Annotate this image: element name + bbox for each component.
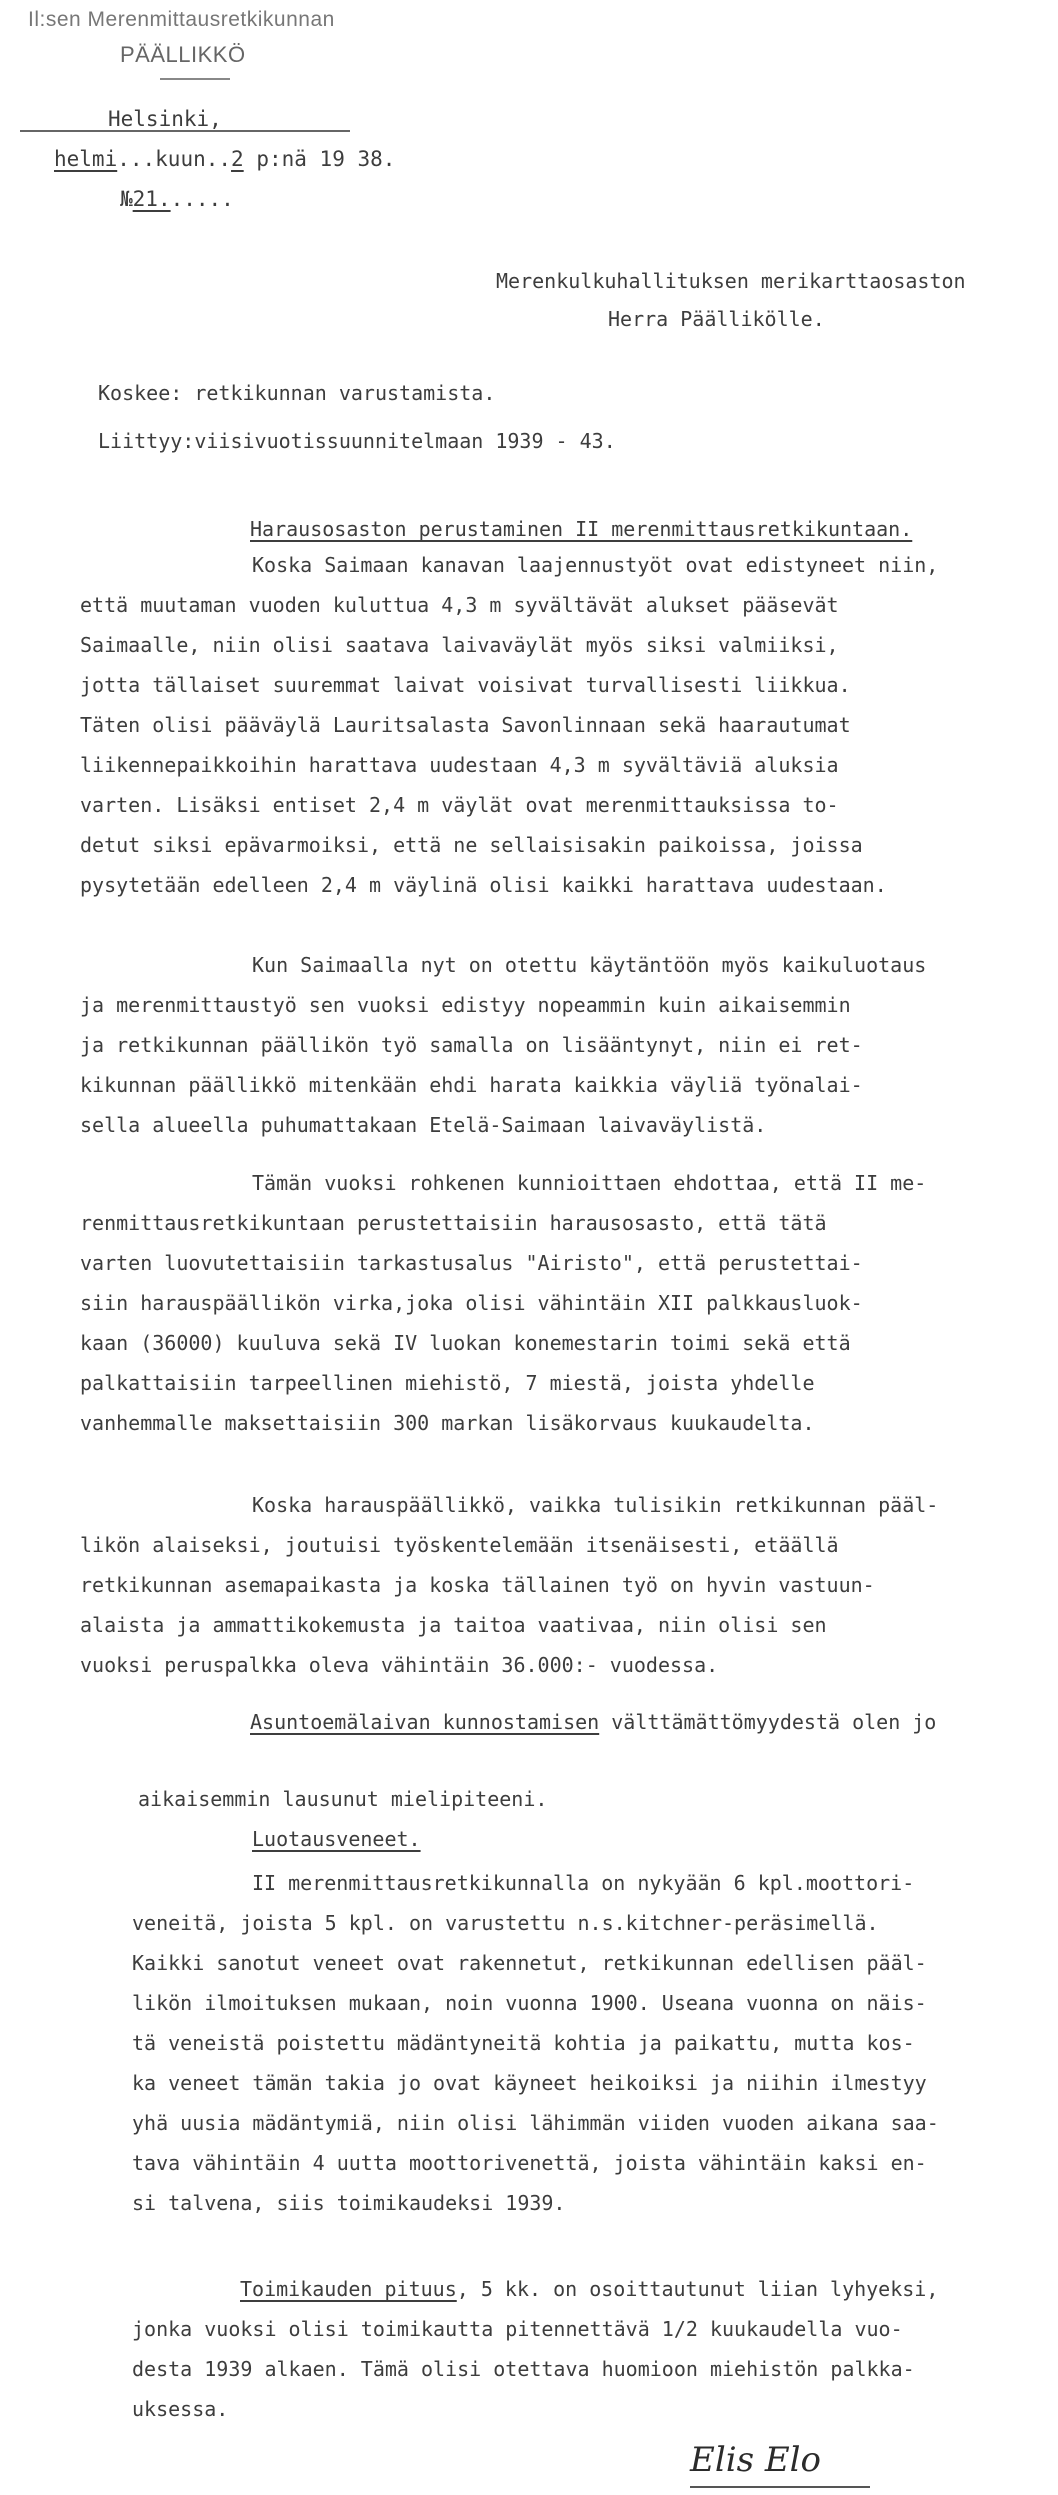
heading-toimikauden-underlined: Toimikauden pituus (240, 2277, 457, 2301)
date-dots-2: .. (205, 147, 232, 171)
date-kuun: kuun (155, 147, 206, 171)
date-space-2 (345, 147, 358, 171)
date-month: helmi (54, 147, 118, 171)
text-line: uksessa. (132, 2397, 229, 2421)
text-line: Kun Saimaalla nyt on otettu käytäntöön myös kaikuluotaus (252, 953, 927, 977)
text-line: ja merenmittaustyö sen vuoksi edistyy nopeammin kuin aikaisemmin (80, 993, 851, 1017)
letterhead-ornament (160, 78, 230, 80)
letterhead-office: Il:sen Merenmittausretkikunnan (28, 8, 335, 31)
letterhead-title: PÄÄLLIKKÖ (120, 42, 246, 67)
text-line: että muutaman vuoden kuluttua 4,3 m syvältävät alukset pääsevät (80, 593, 839, 617)
text-line: palkattaisiin tarpeellinen miehistö, 7 miestä, joista yhdelle (80, 1371, 815, 1395)
heading-asuntoemalaiva-cont: aikaisemmin lausunut mielipiteeni. (138, 1787, 548, 1811)
text-line: retkikunnan asemapaikasta ja koska tällainen työ on hyvin vastuun- (80, 1573, 875, 1597)
text-line: Täten olisi pääväylä Lauritsalasta Savonlinnaan sekä haarautumat (80, 713, 851, 737)
date-year: 38. (357, 147, 396, 171)
text-line: likön ilmoituksen mukaan, noin vuonna 1900. Useana vuonna on näis- (132, 1991, 927, 2015)
text-line: Koska Saimaan kanavan laajennustyöt ovat edistyneet niin, (252, 553, 939, 577)
text-line: kikunnan päällikkö mitenkään ehdi harata kaikkia väyliä työnalai- (80, 1073, 863, 1097)
signature: Elis Elo (690, 2440, 821, 2480)
number-dots: ..... (170, 187, 234, 211)
text-line: pysytetään edelleen 2,4 m väylinä olisi kaikki harattava uudestaan. (80, 873, 887, 897)
place-rule (20, 130, 350, 132)
text-line: jotta tällaiset suuremmat laivat voisivat turvallisesti liikkua. (80, 673, 851, 697)
recipient-line-1: Merenkulkuhallituksen merikarttaosaston (496, 269, 966, 293)
date-space (244, 147, 257, 171)
heading-luotausveneet: Luotausveneet. (252, 1827, 421, 1851)
text-line: ka veneet tämän takia jo ovat käyneet heikoiksi ja niihin ilmestyy (132, 2071, 927, 2095)
text-line: desta 1939 alkaen. Tämä olisi otettava huomioon miehistön palkka- (132, 2357, 915, 2381)
subject-liittyy: Liittyy:viisivuotissuunnitelmaan 1939 - 43. (98, 429, 616, 453)
text-line: alaista ja ammattikokemusta ja taitoa vaativaa, niin olisi sen (80, 1613, 827, 1637)
text-line: detut siksi epävarmoiksi, että ne sellaisisakin paikoissa, joissa (80, 833, 863, 857)
signature-underline (690, 2486, 870, 2488)
text-line: renmittausretkikuntaan perustettaisiin harausosasto, että tätä (80, 1211, 827, 1235)
date-suffix: p:nä 19 (256, 147, 345, 171)
letterhead (20, 0, 440, 220)
heading-asuntoemalaiva-rest: välttämättömyydestä olen jo (599, 1710, 937, 1734)
text-line: Kaikki sanotut veneet ovat rakennetut, retkikunnan edellisen pääl- (132, 1951, 927, 1975)
text-line: II merenmittausretkikunnalla on nykyään 6 kpl.moottori- (252, 1871, 915, 1895)
text-line: Saimaalle, niin olisi saatava laivaväylät myös siksi valmiiksi, (80, 633, 839, 657)
text-line: Koska harauspäällikkö, vaikka tulisikin retkikunnan pääl- (252, 1493, 939, 1517)
date-day: 2 (231, 147, 244, 171)
text-line: varten luovutettaisiin tarkastusalus "Airisto", että perustettai- (80, 1251, 863, 1275)
heading-toimikauden-rest: , 5 kk. on osoittautunut liian lyhyeksi, (456, 2277, 939, 2301)
text-line: likön alaiseksi, joutuisi työskentelemään itsenäisesti, etäällä (80, 1533, 839, 1557)
text-line: veneitä, joista 5 kpl. on varustettu n.s.kitchner-peräsimellä. (132, 1911, 879, 1935)
number-value: 21. (132, 187, 171, 211)
text-line: ja retkikunnan päällikön työ samalla on lisääntynyt, niin ei ret- (80, 1033, 863, 1057)
text-line: jonka vuoksi olisi toimikautta pitennettävä 1/2 kuukaudella vuo- (132, 2317, 903, 2341)
letterhead-number (120, 186, 234, 212)
subject-koskee: Koskee: retkikunnan varustamista. (98, 381, 496, 405)
date-dots-1: ... (117, 147, 156, 171)
letterhead-place: Helsinki, (108, 107, 222, 131)
text-line: vuoksi peruspalkka oleva vähintäin 36.000:- vuodessa. (80, 1653, 719, 1677)
text-line: varten. Lisäksi entiset 2,4 m väylät ovat merenmittauksissa to- (80, 793, 839, 817)
text-line: siin harauspäällikön virka,joka olisi vähintäin XII palkkausluok- (80, 1291, 863, 1315)
number-sign: № (120, 187, 133, 211)
text-line: tä veneistä poistettu mädäntyneitä kohtia ja paikattu, mutta kos- (132, 2031, 915, 2055)
heading-harausosasto: Harausosaston perustaminen II merenmittausretkikuntaan. (250, 517, 913, 541)
text-line: yhä uusia mädäntymiä, niin olisi lähimmän viiden vuoden aikana saa- (132, 2111, 939, 2135)
text-line: kaan (36000) kuuluva sekä IV luokan konemestarin toimi sekä että (80, 1331, 851, 1355)
text-line: sella alueella puhumattakaan Etelä-Saimaan laivaväylistä. (80, 1113, 767, 1137)
heading-asuntoemalaiva-underlined: Asuntoemälaivan kunnostamisen (250, 1710, 600, 1734)
text-line: liikennepaikkoihin harattava uudestaan 4,3 m syvältäviä aluksia (80, 753, 839, 777)
heading-toimikauden (240, 2276, 938, 2302)
text-line: si talvena, siis toimikaudeksi 1939. (132, 2191, 566, 2215)
text-line: Tämän vuoksi rohkenen kunnioittaen ehdottaa, että II me- (252, 1171, 927, 1195)
text-line: vanhemmalle maksettaisiin 300 markan lisäkorvaus kuukaudelta. (80, 1411, 815, 1435)
letterhead-date (54, 146, 395, 172)
heading-asuntoemalaiva (250, 1709, 936, 1735)
recipient-line-2: Herra Päällikölle. (608, 307, 825, 331)
text-line: tava vähintäin 4 uutta moottorivenettä, joista vähintäin kaksi en- (132, 2151, 927, 2175)
